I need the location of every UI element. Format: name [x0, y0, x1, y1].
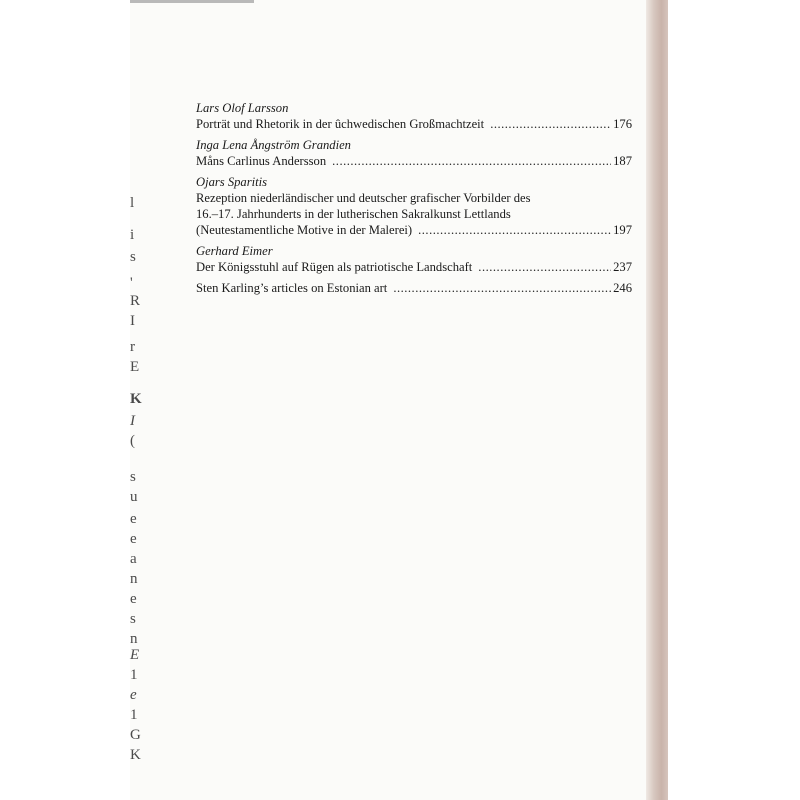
toc-leader-dots	[332, 153, 611, 169]
bleed-char: 1	[130, 707, 138, 723]
toc-page-number: 237	[613, 260, 632, 274]
toc-leader-dots	[393, 280, 611, 296]
bleed-through-text	[118, 0, 148, 800]
bleed-char: (	[130, 433, 135, 449]
toc-page-number: 176	[613, 117, 632, 131]
toc-author: Lars Olof Larsson	[196, 101, 289, 115]
toc-entry	[196, 243, 632, 275]
toc-author: Inga Lena Ångström Grandien	[196, 138, 351, 152]
bleed-char: R	[130, 293, 141, 309]
toc-author: Ojars Sparitis	[196, 175, 268, 189]
bleed-char: r	[130, 339, 135, 355]
toc-page-number: 246	[613, 281, 632, 295]
toc-title: 16.–17. Jahrhunderts in der lutherischen Sakralkunst Lettlands	[196, 207, 511, 221]
toc-entry	[196, 280, 632, 296]
bleed-char: l	[130, 195, 135, 211]
toc-line	[196, 259, 632, 275]
bleed-char: E	[130, 359, 140, 375]
table-of-contents	[196, 100, 632, 301]
bleed-char: n	[130, 631, 138, 647]
toc-line	[196, 153, 632, 169]
bleed-char: s	[130, 611, 136, 627]
toc-leader-dots	[478, 259, 611, 275]
bleed-char: e	[130, 511, 137, 527]
bleed-char: e	[130, 591, 137, 607]
bleed-char: K	[130, 747, 141, 763]
bleed-char: a	[130, 551, 137, 567]
toc-page-number: 197	[613, 223, 632, 237]
toc-title: Porträt und Rhetorik in der ûchwedischen Großmachtzeit	[196, 117, 485, 131]
bleed-char: i	[130, 227, 135, 243]
toc-entry	[196, 174, 632, 238]
bleed-char: u	[130, 489, 138, 505]
toc-title: Måns Carlinus Andersson	[196, 154, 327, 168]
toc-entry	[196, 137, 632, 169]
bleed-char: s	[130, 249, 136, 265]
toc-title: (Neutestamentliche Motive in der Malerei)	[196, 223, 413, 237]
toc-title: Der Königsstuhl auf Rügen als patriotische Landschaft	[196, 260, 473, 274]
bleed-char: s	[130, 469, 136, 485]
toc-line	[196, 280, 632, 296]
toc-title: Rezeption niederländischer und deutscher grafischer Vorbilder des	[196, 191, 531, 205]
bleed-char: I	[130, 413, 135, 429]
toc-author: Gerhard Eimer	[196, 244, 273, 258]
toc-leader-dots	[490, 116, 611, 132]
bleed-char: E	[130, 647, 140, 663]
bleed-char: e	[130, 531, 137, 547]
toc-title: Sten Karling’s articles on Estonian art	[196, 281, 388, 295]
toc-page-number: 187	[613, 154, 632, 168]
toc-line	[196, 222, 632, 238]
bleed-char: G	[130, 727, 141, 743]
toc-line	[196, 116, 632, 132]
bleed-char: n	[130, 571, 138, 587]
bleed-char: I	[130, 313, 135, 329]
bleed-char: '	[130, 275, 133, 291]
scan-margin	[668, 0, 800, 800]
bleed-char: 1	[130, 667, 138, 683]
toc-leader-dots	[418, 222, 611, 238]
page-gutter	[646, 0, 668, 800]
scan-shadow	[130, 0, 254, 3]
toc-entry	[196, 100, 632, 132]
bleed-char: e	[130, 687, 137, 703]
bleed-char: K	[130, 391, 142, 407]
